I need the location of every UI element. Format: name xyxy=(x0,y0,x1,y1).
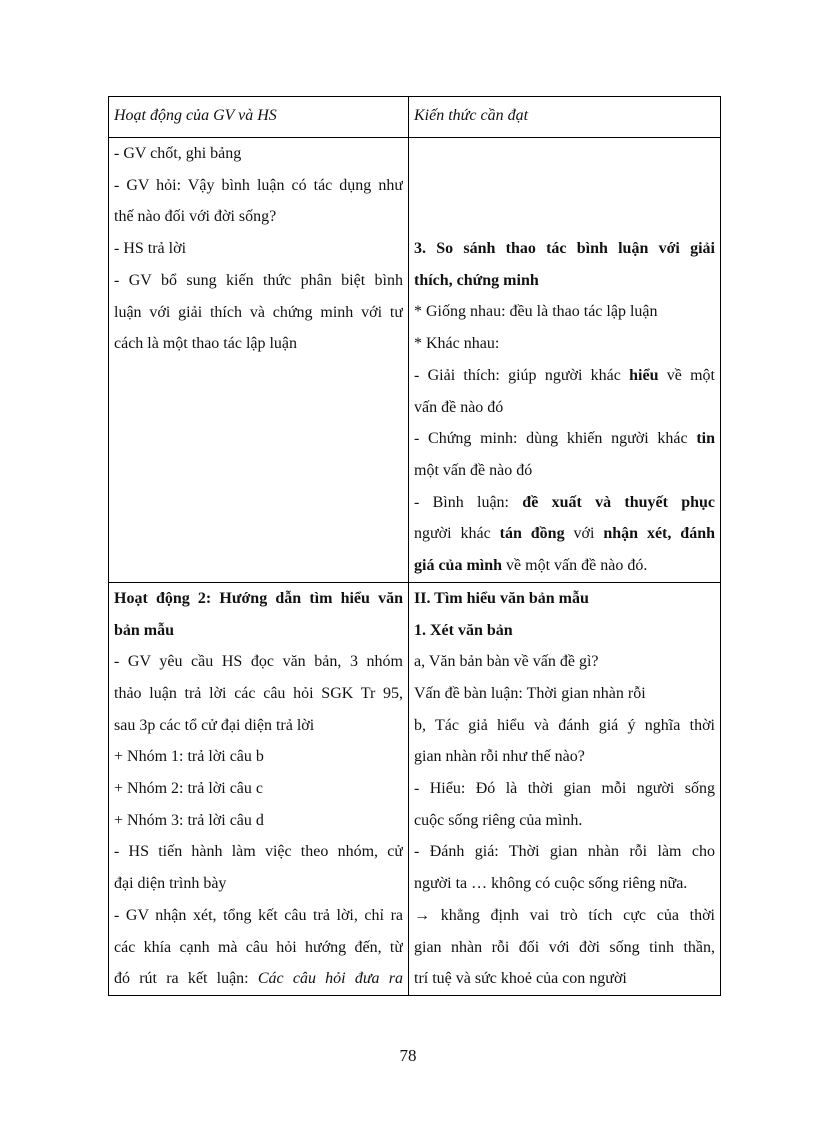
text-line xyxy=(414,487,715,519)
text-line: gian nhàn rỗi như thế nào? xyxy=(414,748,585,766)
blank-line xyxy=(414,138,715,170)
table-row xyxy=(109,138,721,583)
text-span: với xyxy=(564,525,604,543)
text-line: trí tuệ và sức khoẻ của con người xyxy=(414,970,627,988)
activity-heading: Hoạt động 2: Hướng dẫn tìm hiểu văn xyxy=(114,589,403,607)
blank-line xyxy=(414,201,715,233)
text-line: + Nhóm 2: trả lời câu c xyxy=(114,780,263,798)
bold-span: đề xuất và thuyết phục xyxy=(522,493,715,511)
bold-span: tin xyxy=(696,430,715,448)
text-line: - GV yêu cầu HS đọc văn bản, 3 nhóm xyxy=(114,653,403,671)
text-line: - GV chốt, ghi bảng xyxy=(114,145,242,162)
text-line: + Nhóm 1: trả lời câu b xyxy=(114,748,264,766)
text-line: người ta … không có cuộc sống riêng nữa. xyxy=(414,875,688,893)
text-line: vấn đề nào đó xyxy=(414,398,504,416)
text-span: về một xyxy=(658,366,715,384)
text-line: sau 3p các tổ cử đại diện trả lời xyxy=(114,716,315,734)
text-line: - GV nhận xét, tổng kết câu trả lời, chỉ ra xyxy=(114,906,403,924)
text-line xyxy=(114,963,403,995)
table-row xyxy=(109,582,721,995)
text-span: về một vấn đề nào đó. xyxy=(502,557,648,575)
header-activities: Hoạt động của GV và HS xyxy=(109,97,409,138)
text-line: - GV bổ sung kiến thức phân biệt bình xyxy=(114,271,403,289)
row2-right-cell xyxy=(409,582,721,995)
text-span: - Giải thích: giúp người khác xyxy=(414,366,630,384)
bold-span: giá của mình xyxy=(414,557,503,575)
text-line xyxy=(414,518,715,550)
text-span: - Bình luận: xyxy=(414,493,523,511)
text-line: Vấn đề bàn luận: Thời gian nhàn rỗi xyxy=(414,684,646,702)
text-line: + Nhóm 3: trả lời câu d xyxy=(114,811,264,829)
text-line: thảo luận trả lời các câu hỏi SGK Tr 95, xyxy=(114,684,403,702)
row1-right-cell xyxy=(409,138,721,583)
text-line: b, Tác giả hiểu và đánh giá ý nghĩa thời xyxy=(414,716,715,734)
section-heading: 3. So sánh thao tác bình luận với giải xyxy=(414,240,715,258)
text-line: - Hiểu: Đó là thời gian mỗi người sống xyxy=(414,780,715,798)
text-line: a, Văn bản bàn về vấn đề gì? xyxy=(414,653,599,671)
text-line: cách là một thao tác lập luận xyxy=(114,335,298,353)
text-span: đó rút ra kết luận: xyxy=(114,970,258,988)
bold-span: hiểu xyxy=(629,366,659,384)
text-line: một vấn đề nào đó xyxy=(414,461,533,479)
bold-span: tán đồng xyxy=(499,525,565,543)
lesson-table xyxy=(108,96,721,996)
text-line: * Giống nhau: đều là thao tác lập luận xyxy=(414,303,658,321)
row2-left-cell xyxy=(109,582,409,995)
text-line: - GV hỏi: Vậy bình luận có tác dụng như xyxy=(114,176,403,194)
text-line: đại diện trình bày xyxy=(114,875,227,893)
section-heading: thích, chứng minh xyxy=(414,271,539,289)
text-line: thế nào đối với đời sống? xyxy=(114,208,277,226)
header-knowledge: Kiến thức cần đạt xyxy=(409,97,721,138)
text-line: cuộc sống riêng của mình. xyxy=(414,811,583,829)
text-line: các khía cạnh mà câu hỏi hướng đến, từ xyxy=(114,938,403,956)
text-line xyxy=(414,423,715,455)
text-span: người khác xyxy=(414,525,500,543)
text-line: gian nhàn rỗi đối với đời sống tinh thần, xyxy=(414,938,715,956)
subsection-heading: 1. Xét văn bản xyxy=(414,621,513,639)
text-line: - Đánh giá: Thời gian nhàn rỗi làm cho xyxy=(414,843,715,861)
table-header-row xyxy=(109,97,721,138)
text-span: - Chứng minh: dùng khiến người khác xyxy=(414,430,697,448)
text-line xyxy=(414,550,715,582)
section-heading: II. Tìm hiểu văn bản mẫu xyxy=(414,589,589,607)
text-line: - HS trả lời xyxy=(114,240,187,258)
text-line xyxy=(414,360,715,392)
italic-span: Các câu hỏi đưa ra xyxy=(257,970,403,988)
bold-span: nhận xét, đánh xyxy=(603,525,715,543)
row1-left-cell xyxy=(109,138,409,583)
text-line: - HS tiến hành làm việc theo nhóm, cử xyxy=(114,843,403,861)
activity-heading: bản mẫu xyxy=(114,621,175,639)
blank-line xyxy=(414,170,715,202)
text-line: luận với giải thích và chứng minh với tư xyxy=(114,303,403,321)
page-number: 78 xyxy=(399,1046,417,1065)
text-line: * Khác nhau: xyxy=(414,335,500,353)
text-line: → khẳng định vai trò tích cực của thời xyxy=(414,906,715,924)
